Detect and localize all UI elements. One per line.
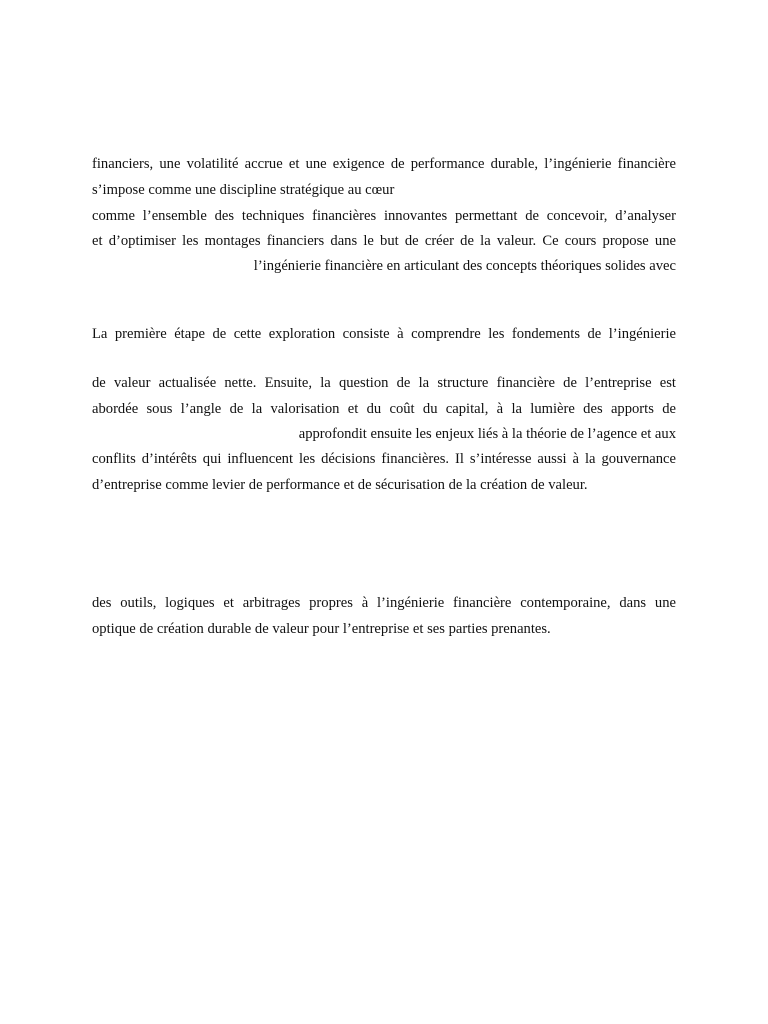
text-line: de valeur actualisée nette. Ensuite, la question de la structure financière de l’entreprise est [92, 375, 676, 391]
text-line: abordée sous l’angle de la valorisation et du coût du capital, à la lumière des apports de [92, 401, 676, 417]
text-line: financiers, une volatilité accrue et une exigence de performance durable, l’ingénierie financière [92, 156, 676, 172]
text-line: optique de création durable de valeur pour l’entreprise et ses parties prenantes. [92, 621, 551, 637]
text-line: d’entreprise comme levier de performance et de sécurisation de la création de valeur. [92, 477, 588, 493]
text-line: et d’optimiser les montages financiers dans le but de créer de la valeur. Ce cours propose une [92, 233, 676, 249]
text-line: des outils, logiques et arbitrages propres à l’ingénierie financière contemporaine, dans une [92, 595, 676, 611]
text-line: conflits d’intérêts qui influencent les décisions financières. Il s’intéresse aussi à la gouvernance [92, 451, 676, 467]
text-line: comme l’ensemble des techniques financières innovantes permettant de concevoir, d’analyser [92, 208, 676, 224]
text-line: La première étape de cette exploration consiste à comprendre les fondements de l’ingénierie [92, 326, 676, 342]
text-line: approfondit ensuite les enjeux liés à la théorie de l’agence et aux [298, 426, 676, 442]
text-line: l’ingénierie financière en articulant des concepts théoriques solides avec [253, 258, 676, 274]
text-line: s’impose comme une discipline stratégique au cœur [92, 182, 395, 198]
